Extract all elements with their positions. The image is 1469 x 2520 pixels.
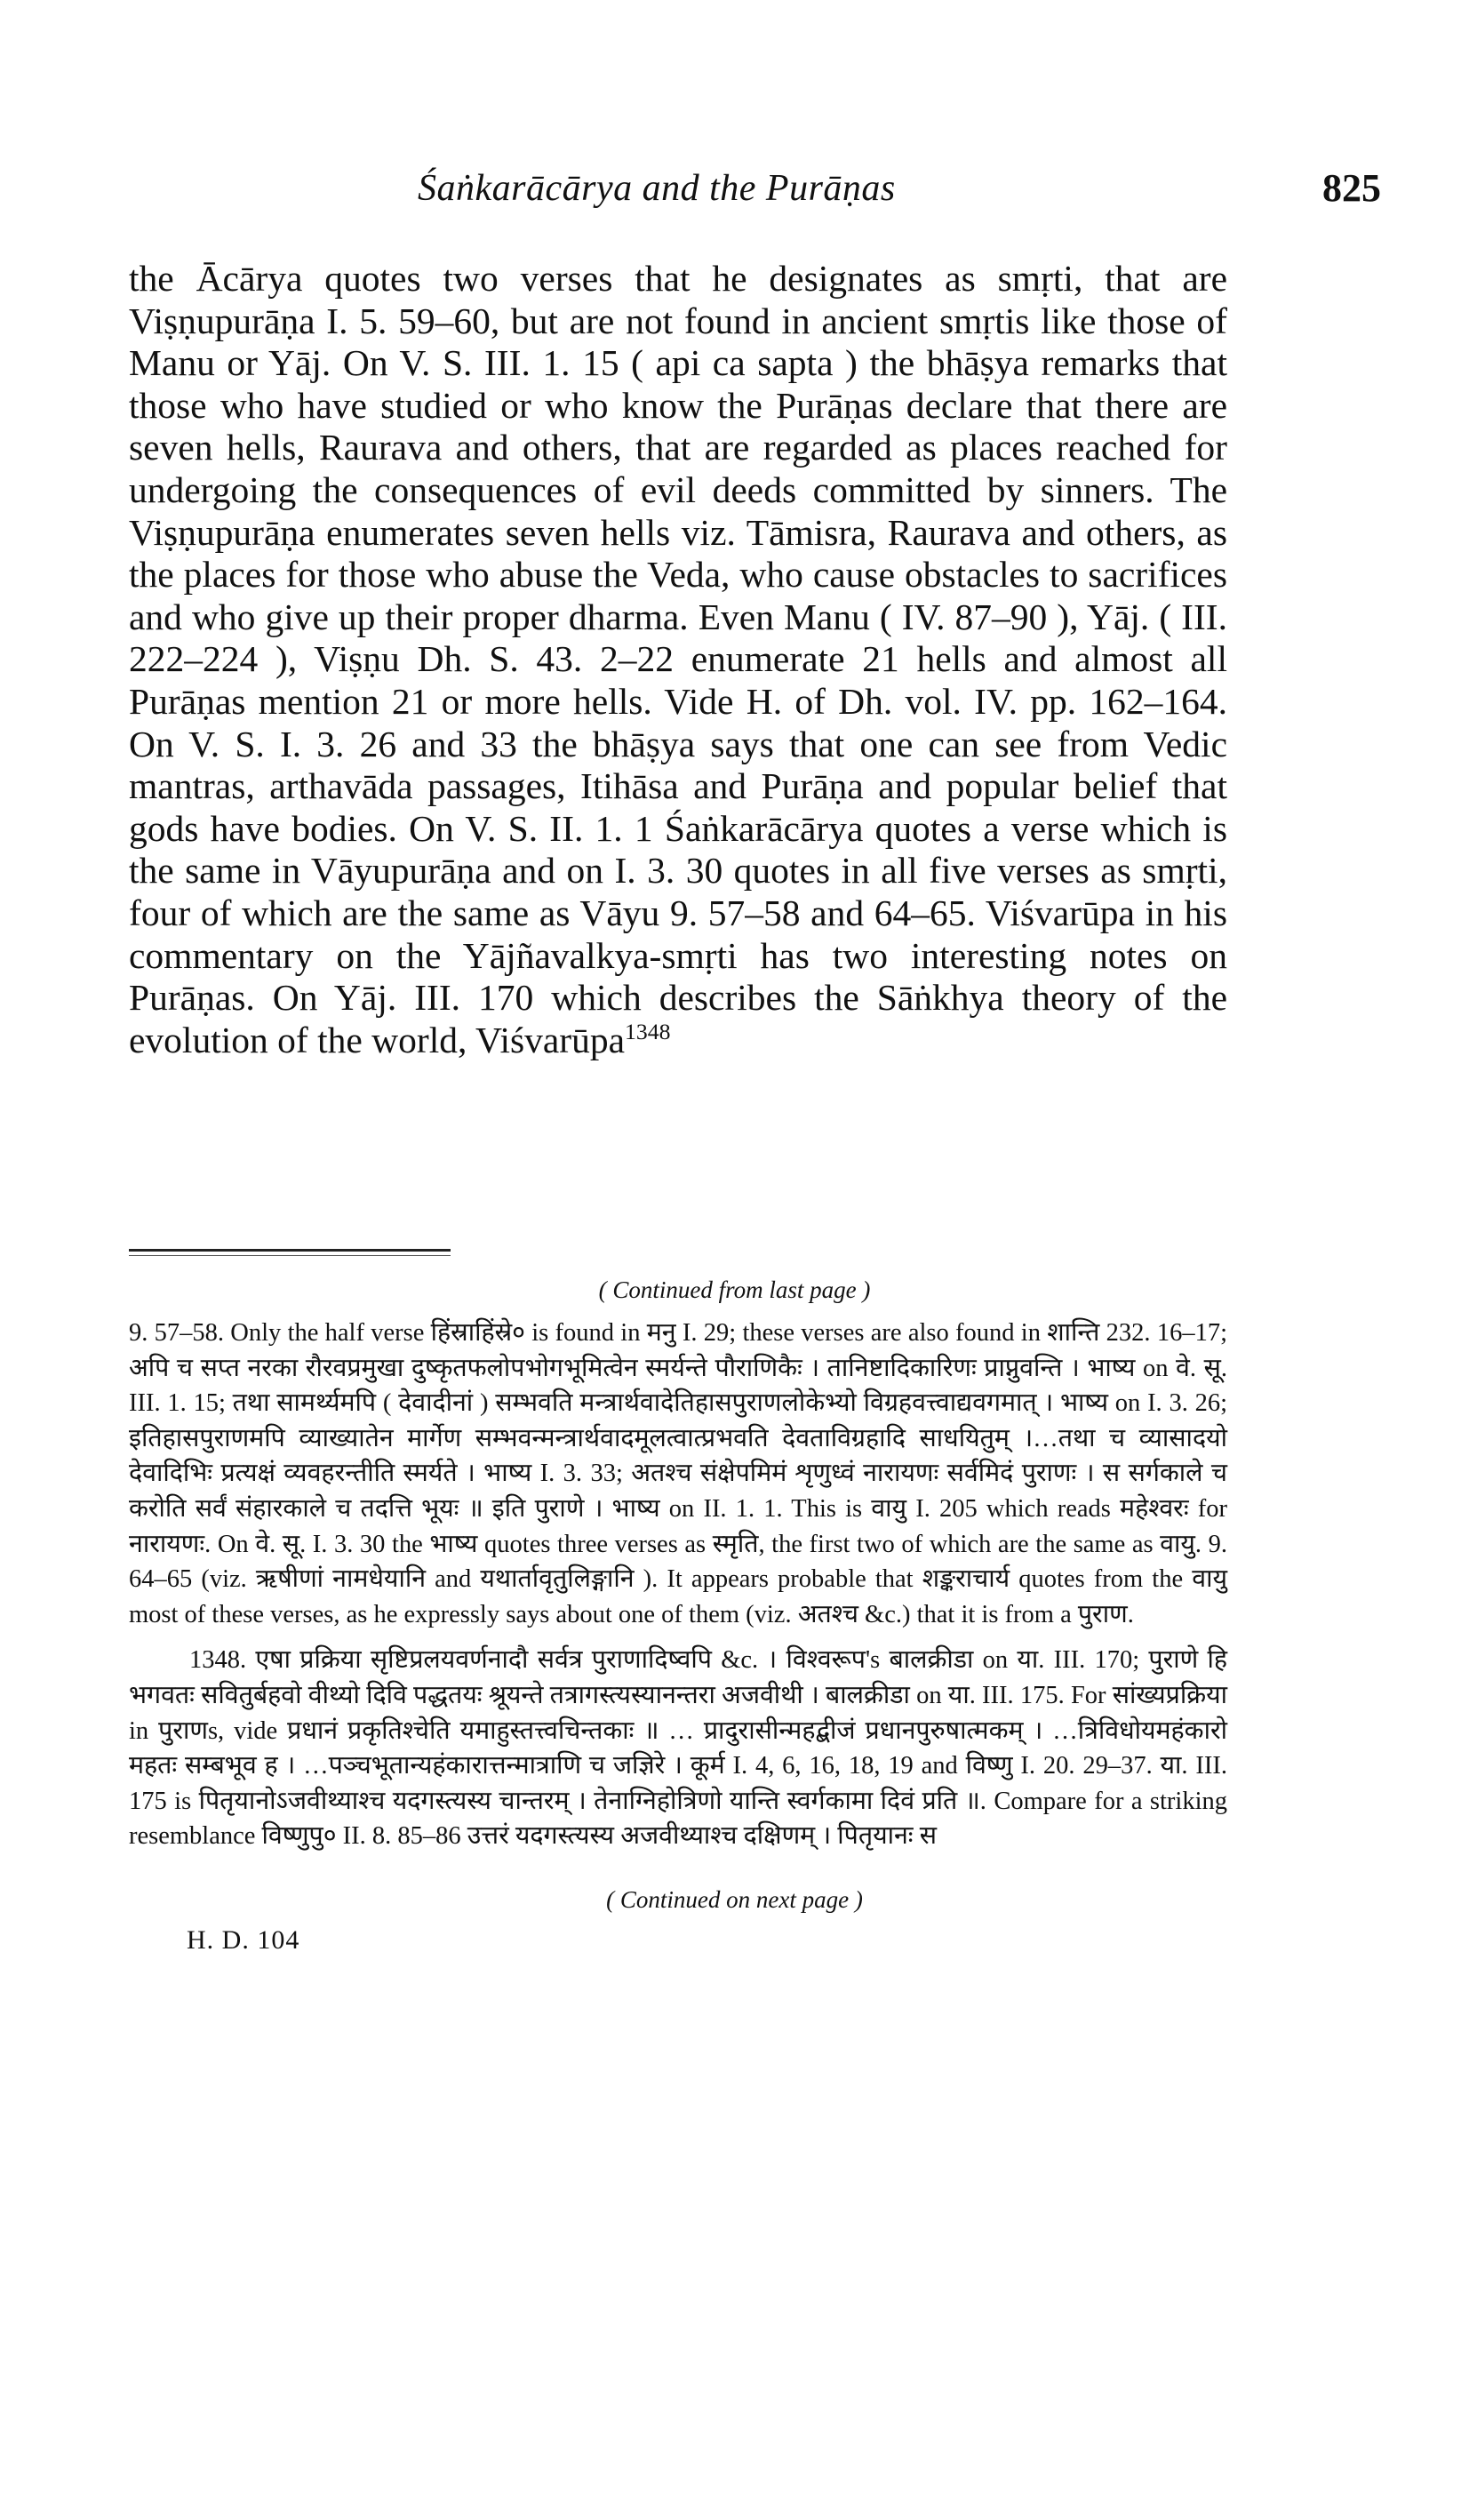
- page-number: 825: [1322, 166, 1381, 210]
- footnote-continued: 9. 57–58. Only the half verse हिंस्राहिंस्रे० is found in मनु I. 29; these verses are also found in शान्ति 232. 16–17; अपि च सप्त नरका रौरवप्रमुखा दुष्कृतफलोपभोगभूमित्वेन स्मर्यन्ते पौराणिकैः । तानिष्टादिकारिणः प्राप्नुवन्ति । भाष्य on वे. सू. III. 1. 15; तथा सामर्थ्यमपि ( देवादीनां ) सम्भवति मन्त्रार्थवादेतिहासपुराणलोकेभ्यो विग्रहवत्त्वाद्यवगमात् । भाष्य on I. 3. 26; इतिहासपुराणमपि व्याख्यातेन मार्गेण सम्भवन्मन्त्रार्थवादमूलत्वात्प्रभवति देवताविग्रहादि साधयितुम् ।…तथा च व्यासादयो देवादिभिः प्रत्यक्षं व्यवहरन्तीति स्मर्यते । भाष्य I. 3. 33; अतश्च संक्षेपमिमं शृणुध्वं नारायणः सर्वमिदं पुराणः । स सर्गकाले च करोति सर्वं संहारकाले च तदत्ति भूयः ॥ इति पुराणे । भाष्य on II. 1. 1. This is वायु I. 205 which reads महेश्वरः for नारायणः. On वे. सू. I. 3. 30 the भाष्य quotes three verses as स्मृति, the first two of which are the same as वायु. 9. 64–65 (viz. ऋषीणां नामधेयानि and यथार्तावृतुलिङ्गानि ). It appears probable that शङ्कराचार्य quotes from the वायु most of these verses, as he expressly says about one of them (viz. अतश्च &c.) that it is from a पुराण.: [129, 1319, 1227, 1628]
- continued-from-note: ( Continued from last page ): [598, 1276, 871, 1303]
- continued-on-note: ( Continued on next page ): [606, 1886, 863, 1913]
- footnotes: [129, 1316, 1227, 1854]
- footnote-1348-text: एषा प्रक्रिया सृष्टिप्रलयवर्णनादौ सर्वत्र पुराणादिष्वपि &c. । विश्वरूप's बालक्रीडा on या. III. 170; पुराणे हि भगवतः सवितुर्बहवो वीथ्यो दिवि पद्धतयः श्रूयन्ते तत्रागस्त्यस्यानन्तरा अजवीथी । बालक्रीडा on या. III. 175. For सांख्यप्रक्रिया in पुराणs, vide प्रधानं प्रकृतिश्चेति यमाहुस्तत्त्वचिन्तकाः ॥ … प्रादुरासीन्महद्बीजं प्रधानपुरुषात्मकम् । …त्रिविधोयमहंकारो महतः सम्बभूव ह । …पञ्चभूतान्यहंकारात्तन्मात्राणि च जज्ञिरे । कूर्म I. 4, 6, 16, 18, 19 and विष्णु I. 20. 29–37. या. III. 175 is पितृयानोऽजवीथ्याश्च यदगस्त्यस्य चान्तरम् । तेनाग्निहोत्रिणो यान्ति स्वर्गकामा दिवं प्रति ॥. Compare for a striking resemblance विष्णुपु० II. 8. 85–86 उत्तरं यदगस्त्यस्य अजवीथ्याश्च दक्षिणम् । पितृयानः स: [129, 1646, 1228, 1851]
- signature-mark: H. D. 104: [187, 1925, 300, 1955]
- footnote-divider-thin: [129, 1255, 451, 1256]
- footnote-reference: 1348: [625, 1018, 671, 1044]
- footnote-divider: [129, 1249, 451, 1252]
- body-paragraph-text: the Ācārya quotes two verses that he designates as smṛti, that are Viṣṇupurāṇa I. 5. 59–60, but are not found in ancient smṛtis like those of Manu or Yāj. On V. S. III. 1. 15 ( api ca sapta ) the bhāṣya remarks that those who have studied or who know the Purāṇas declare that there are seven hells, Raurava and others, that are regarded as places reached for undergoing the consequences of evil deeds committed by sinners. The Viṣṇupurāṇa enumerates seven hells viz. Tāmisra, Raurava and others, as the places for those who abuse the Veda, who cause obstacles to sacrifices and who give up their proper dharma. Even Manu ( IV. 87–90 ), Yāj. ( III. 222–224 ), Viṣṇu Dh. S. 43. 2–22 enumerate 21 hells and almost all Purāṇas mention 21 or more hells. Vide H. of Dh. vol. IV. pp. 162–164. On V. S. I. 3. 26 and 33 the bhāṣya says that one can see from Vedic mantras, arthavāda passages, Itihāsa and Purāṇa and popular belief that gods have bodies. On V. S. II. 1. 1 Śaṅkarācārya quotes a verse which is the same in Vāyupurāṇa and on I. 3. 30 quotes in all five verses as smṛti, four of which are the same as Vāyu 9. 57–58 and 64–65. Viśvarūpa in his commentary on the Yājñavalkya-smṛti has two interesting notes on Purāṇas. On Yāj. III. 170 which describes the Sāṅkhya theory of the evolution of the world, Viśvarūpa: [129, 258, 1227, 1060]
- main-text: [129, 258, 1227, 1061]
- footnote-number: 1348.: [189, 1646, 247, 1675]
- running-title: Śaṅkarācārya and the Purāṇas: [418, 168, 896, 209]
- footnote-1348: [129, 1643, 1227, 1854]
- body-paragraph: [129, 258, 1227, 1061]
